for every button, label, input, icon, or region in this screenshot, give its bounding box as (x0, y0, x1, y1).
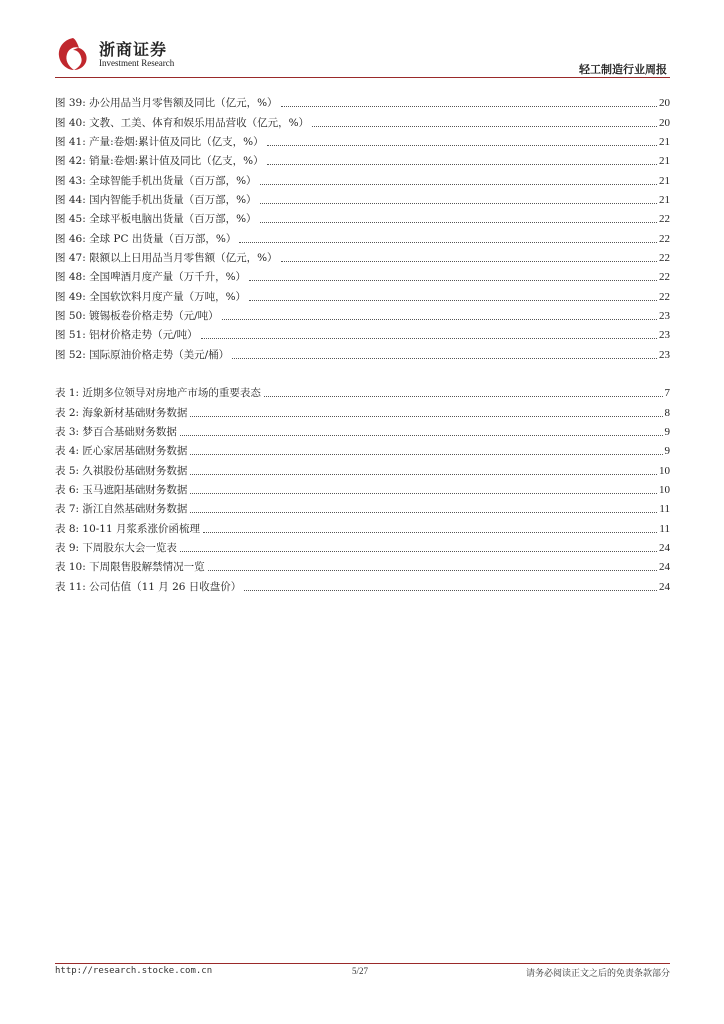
figure-index-item[interactable] (55, 168, 670, 187)
figure-index-item-page: 22 (659, 232, 670, 245)
dot-leader (267, 164, 657, 165)
figure-index-item-label: 图 39: 办公用品当月零售额及同比（亿元，%） (55, 97, 278, 110)
dot-leader (190, 416, 662, 417)
dot-leader (249, 300, 657, 301)
figure-index-item[interactable] (55, 323, 670, 342)
disclaimer-note: 请务必阅读正文之后的免责条款部分 (525, 969, 670, 979)
table-index-list (55, 381, 670, 594)
table-index-item-page: 10 (659, 484, 670, 497)
figure-index-item-label: 图 48: 全国啤酒月度产量（万千升，%） (55, 271, 247, 284)
table-index-item-page: 24 (659, 561, 670, 574)
figure-index-item-label: 图 51: 铝材价格走势（元/吨） (55, 329, 198, 342)
figure-index-item[interactable] (55, 284, 670, 303)
dot-leader (190, 512, 657, 513)
table-index-item-page: 11 (659, 522, 670, 535)
figure-index-list (55, 91, 670, 362)
dot-leader (208, 570, 657, 571)
figure-index-item[interactable] (55, 188, 670, 207)
table-index-item[interactable] (55, 439, 670, 458)
dot-leader (190, 474, 657, 475)
table-index-item-label: 表 11: 公司估值（11 月 26 日收盘价） (55, 580, 242, 593)
figure-index-item-page: 22 (659, 213, 670, 226)
table-index-item[interactable] (55, 574, 670, 593)
figure-index-item-page: 20 (659, 116, 670, 129)
dot-leader (260, 184, 657, 185)
footer-divider (55, 963, 670, 964)
table-index-item-label: 表 2: 海象新材基础财务数据 (55, 406, 188, 419)
figure-index-item-page: 22 (659, 252, 670, 265)
table-index-item[interactable] (55, 381, 670, 400)
dot-leader (201, 338, 657, 339)
dot-leader (232, 358, 657, 359)
figure-index-item[interactable] (55, 304, 670, 323)
table-index-item[interactable] (55, 478, 670, 497)
table-index-item-label: 表 9: 下周股东大会一览表 (55, 542, 177, 555)
figure-index-item[interactable] (55, 207, 670, 226)
figure-index-item-page: 22 (659, 290, 670, 303)
figure-index-item[interactable] (55, 342, 670, 361)
figure-index-item-page: 21 (659, 136, 670, 149)
table-index-item-page: 10 (659, 464, 670, 477)
figure-index-item[interactable] (55, 91, 670, 110)
figure-index-item[interactable] (55, 246, 670, 265)
footer-url-link[interactable]: http://research.stocke.com.cn (55, 966, 213, 976)
table-index-item[interactable] (55, 400, 670, 419)
table-index-item-page: 9 (664, 445, 670, 458)
figure-index-item-label: 图 46: 全球 PC 出货量（百万部，%） (55, 232, 237, 245)
figure-index-item[interactable] (55, 226, 670, 245)
table-index-item-label: 表 1: 近期多位领导对房地产市场的重要表态 (55, 387, 261, 400)
table-index-item[interactable] (55, 555, 670, 574)
dot-leader (267, 145, 657, 146)
table-index-item-label: 表 7: 浙江自然基础财务数据 (55, 503, 188, 516)
dot-leader (244, 590, 657, 591)
figure-index-item-label: 图 40: 文教、工美、体育和娱乐用品营收（亿元，%） (55, 116, 310, 129)
dot-leader (190, 454, 662, 455)
table-index-item-label: 表 4: 匠心家居基础财务数据 (55, 445, 188, 458)
dot-leader (260, 222, 657, 223)
figure-index-item[interactable] (55, 130, 670, 149)
dot-leader (190, 493, 657, 494)
figure-index-item-page: 23 (659, 310, 670, 323)
brand-name-cn: 浙商证券 (99, 40, 168, 59)
header-divider (55, 77, 670, 78)
table-index-item-page: 11 (659, 503, 670, 516)
figure-index-item-label: 图 49: 全国软饮料月度产量（万吨，%） (55, 290, 247, 303)
dot-leader (312, 126, 657, 127)
table-index-item-page: 24 (659, 542, 670, 555)
table-index-item-page: 7 (664, 387, 670, 400)
figure-index-item-label: 图 47: 限额以上日用品当月零售额（亿元，%） (55, 252, 278, 265)
table-index-item[interactable] (55, 420, 670, 439)
table-index-item-label: 表 8: 10-11 月浆系涨价函梳理 (55, 522, 201, 535)
figure-index-item-page: 21 (659, 194, 670, 207)
dot-leader (180, 551, 657, 552)
table-index-item-page: 8 (664, 406, 670, 419)
figure-index-item-label: 图 52: 国际原油价格走势（美元/桶） (55, 348, 230, 361)
figure-index-item-page: 23 (659, 348, 670, 361)
figure-index-item-label: 图 50: 镀锡板卷价格走势（元/吨） (55, 310, 219, 323)
page-number: 5/27 (352, 966, 369, 976)
figure-index-item-page: 22 (659, 271, 670, 284)
figure-index-item-label: 图 43: 全球智能手机出货量（百万部，%） (55, 174, 257, 187)
figure-index-item[interactable] (55, 110, 670, 129)
table-index-item[interactable] (55, 516, 670, 535)
figure-index-item-label: 图 45: 全球平板电脑出货量（百万部，%） (55, 213, 257, 226)
figure-index-item[interactable] (55, 265, 670, 284)
table-index-item[interactable] (55, 497, 670, 516)
table-index-item-page: 24 (659, 580, 670, 593)
table-index-item[interactable] (55, 536, 670, 555)
table-index-item-label: 表 5: 久祺股份基础财务数据 (55, 464, 188, 477)
dot-leader (249, 280, 657, 281)
figure-index-item[interactable] (55, 149, 670, 168)
page-header (0, 0, 724, 80)
figure-index-item-page: 21 (659, 155, 670, 168)
table-index-item-label: 表 6: 玉马遮阳基础财务数据 (55, 484, 188, 497)
figure-index-item-page: 21 (659, 174, 670, 187)
brand-logo-icon (55, 36, 91, 72)
dot-leader (264, 396, 663, 397)
figure-index-item-label: 图 42: 销量:卷烟:累计值及同比（亿支，%） (55, 155, 264, 168)
table-index-item-label: 表 3: 梦百合基础财务数据 (55, 426, 177, 439)
table-index-item-page: 9 (664, 426, 670, 439)
figure-index-item-page: 20 (659, 97, 670, 110)
figure-index-item-page: 23 (659, 329, 670, 342)
dot-leader (281, 261, 657, 262)
figure-index-item-label: 图 41: 产量:卷烟:累计值及同比（亿支，%） (55, 136, 264, 149)
figure-index-item-label: 图 44: 国内智能手机出货量（百万部，%） (55, 194, 257, 207)
dot-leader (239, 242, 657, 243)
dot-leader (260, 203, 657, 204)
dot-leader (180, 435, 663, 436)
table-index-item-label: 表 10: 下周限售股解禁情况一览 (55, 561, 205, 574)
brand-name-en: Investment Research (99, 58, 175, 68)
dot-leader (281, 106, 657, 107)
dot-leader (222, 319, 657, 320)
table-index-item[interactable] (55, 458, 670, 477)
dot-leader (203, 532, 657, 533)
report-type-title: 轻工制造行业周报 (579, 63, 667, 76)
